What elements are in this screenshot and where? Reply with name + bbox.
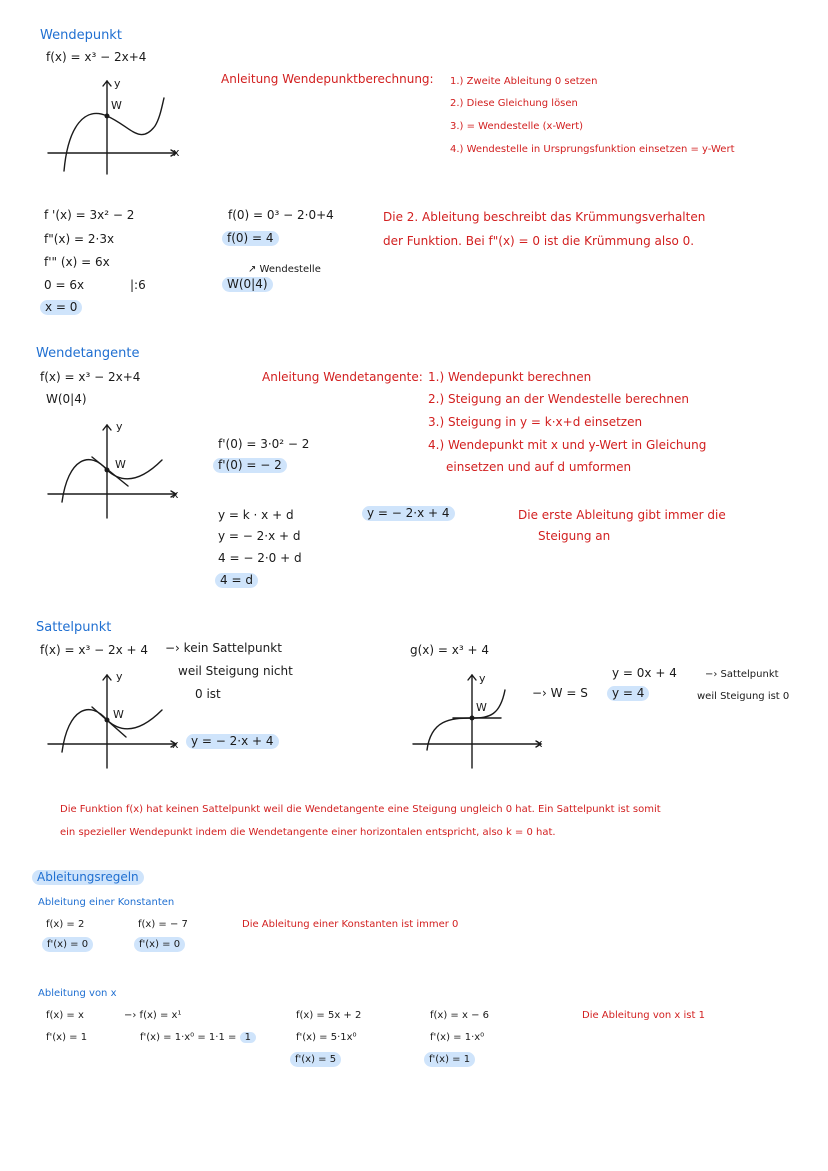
function-curve — [62, 710, 162, 752]
function-definition: f(x) = x³ − 2x+4 — [46, 50, 147, 64]
x-note: Die Ableitung von x ist 1 — [582, 1010, 705, 1021]
constant-derivative-2: f'(x) = 0 — [134, 937, 185, 952]
y-axis-label: y — [114, 77, 121, 90]
section-title-sattelpunkt: Sattelpunkt — [36, 620, 112, 635]
instruction-step-4b: einsetzen und auf d umformen — [446, 460, 632, 474]
equation: 0 = 6x — [44, 278, 85, 292]
section-title-wendetangente: Wendetangente — [36, 346, 140, 361]
y-axis-label: y — [479, 672, 486, 685]
inflection-point-result: W(0|4) — [222, 277, 273, 292]
section-title-ableitungsregeln: Ableitungsregeln — [32, 870, 144, 885]
x-example-3: f(x) = 5x + 2 — [296, 1010, 362, 1021]
d-result: 4 = d — [215, 573, 258, 588]
note-line-2: der Funktion. Bei f"(x) = 0 ist die Krümmung also 0. — [383, 234, 695, 248]
third-derivative: f'" (x) = 6x — [44, 255, 110, 269]
x-axis-label: x — [172, 738, 179, 751]
line-equation: y = 0x + 4 — [612, 666, 677, 680]
x-derivative-3-result: f'(x) = 5 — [290, 1052, 341, 1067]
section-title-wendepunkt: Wendepunkt — [40, 28, 122, 43]
graph-wendepunkt — [40, 76, 190, 176]
subsection-constant: Ableitung einer Konstanten — [38, 897, 175, 908]
slope-reason: weil Steigung ist 0 — [697, 691, 790, 702]
f-of-zero-result: f(0) = 4 — [222, 231, 279, 246]
function-curve — [427, 690, 505, 750]
w-equals-s: −› W = S — [532, 686, 588, 700]
instruction-step-1: 1.) Wendepunkt berechnen — [428, 370, 592, 384]
saddle-note-line-1: Die Funktion f(x) hat keinen Sattelpunkt weil die Wendetangente eine Steigung ungleich 0 hat. Ein Sattelpunkt ist somit — [60, 804, 661, 815]
function-definition: f(x) = x³ − 2x+4 — [40, 370, 141, 384]
x-derivative-4-step: f'(x) = 1·x⁰ — [430, 1032, 485, 1043]
graph-sattelpunkt-g — [405, 670, 555, 770]
inflection-point — [105, 114, 110, 119]
inflection-point-marker — [105, 468, 110, 473]
graph-sattelpunkt-f — [40, 670, 190, 770]
note-line-2: Steigung an — [538, 529, 611, 543]
x-example-2: −› f(x) = x¹ — [124, 1010, 182, 1021]
function-curve — [62, 460, 162, 502]
instruction-step-4: 4.) Wendestelle in Ursprungsfunktion einsetzen = y-Wert — [450, 144, 735, 155]
x-axis-label: x — [172, 488, 179, 501]
saddle-note-line-2: ein spezieller Wendepunkt indem die Wendetangente einer horizontalen entspricht, also k = 0 hat. — [60, 827, 556, 838]
instruction-step-1: 1.) Zweite Ableitung 0 setzen — [450, 76, 598, 87]
line-equation-2: y = − 2·x + d — [218, 529, 301, 543]
first-derivative: f '(x) = 3x² − 2 — [44, 208, 135, 222]
x-derivative-1: f'(x) = 1 — [46, 1032, 88, 1043]
f-of-zero: f(0) = 0³ − 2·0+4 — [228, 208, 334, 222]
x-derivative-4-result: f'(x) = 1 — [424, 1052, 475, 1067]
x-example-4: f(x) = x − 6 — [430, 1010, 489, 1021]
x-derivative-2 — [140, 1030, 256, 1045]
point-label: W — [113, 708, 124, 721]
point-label: W — [476, 701, 487, 714]
function-definition: f(x) = x³ − 2x + 4 — [40, 643, 149, 657]
x-example-1: f(x) = x — [46, 1010, 84, 1021]
x-derivative-2-result: 1 — [240, 1032, 256, 1043]
x-derivative-3-step: f'(x) = 5·1x⁰ — [296, 1032, 357, 1043]
slope-calculation: f'(0) = 3·0² − 2 — [218, 437, 310, 451]
point-label: W — [111, 99, 122, 112]
instruction-step-2: 2.) Steigung an der Wendestelle berechnen — [428, 392, 689, 406]
line-equation-3: 4 = − 2·0 + d — [218, 551, 302, 565]
note-line-1: Die erste Ableitung gibt immer die — [518, 508, 726, 522]
instruction-step-3: 3.) Steigung in y = k·x+d einsetzen — [428, 415, 643, 429]
inflection-point: W(0|4) — [46, 392, 87, 406]
instruction-step-2: 2.) Diese Gleichung lösen — [450, 98, 578, 109]
horizontal-tangent: y = 4 — [607, 686, 649, 701]
tangent-result: y = − 2·x + 4 — [362, 506, 455, 521]
slope-result: f'(0) = − 2 — [213, 458, 287, 473]
y-axis-label: y — [116, 420, 123, 433]
constant-note: Die Ableitung einer Konstanten ist immer 0 — [242, 919, 459, 930]
graph-wendetangente — [40, 420, 190, 520]
second-derivative: f"(x) = 2·3x — [44, 232, 115, 246]
inflection-point-marker — [105, 718, 110, 723]
conclusion-arrow: −› kein Sattelpunkt — [165, 641, 282, 655]
note-line-1: Die 2. Ableitung beschreibt das Krümmungsverhalten — [383, 210, 706, 224]
reason-line-2: 0 ist — [195, 687, 221, 701]
constant-example-1: f(x) = 2 — [46, 919, 85, 930]
x-axis-label: x — [536, 737, 543, 750]
x-result: x = 0 — [40, 300, 82, 315]
subsection-x: Ableitung von x — [38, 988, 117, 999]
instruction-title: Anleitung Wendepunktberechnung: — [221, 72, 434, 86]
x-derivative-2-text: f'(x) = 1·x⁰ = 1·1 = — [140, 1032, 237, 1043]
wendestelle-label: ↗ Wendestelle — [248, 264, 321, 275]
sattelpunkt-label: −› Sattelpunkt — [705, 669, 779, 680]
tangent-equation: y = − 2·x + 4 — [186, 734, 279, 749]
constant-derivative-1: f'(x) = 0 — [42, 937, 93, 952]
y-axis-label: y — [116, 670, 123, 683]
instruction-step-4: 4.) Wendepunkt mit x und y-Wert in Gleichung — [428, 438, 707, 452]
instruction-step-3: 3.) = Wendestelle (x-Wert) — [450, 121, 584, 132]
saddle-point-marker — [470, 716, 475, 721]
division-note: |:6 — [130, 278, 146, 292]
reason-line-1: weil Steigung nicht — [178, 664, 293, 678]
line-equation-1: y = k · x + d — [218, 508, 294, 522]
constant-example-2: f(x) = − 7 — [138, 919, 188, 930]
g-function-definition: g(x) = x³ + 4 — [410, 643, 489, 657]
x-axis-label: x — [173, 146, 180, 159]
point-label: W — [115, 458, 126, 471]
instruction-title: Anleitung Wendetangente: — [262, 370, 423, 384]
